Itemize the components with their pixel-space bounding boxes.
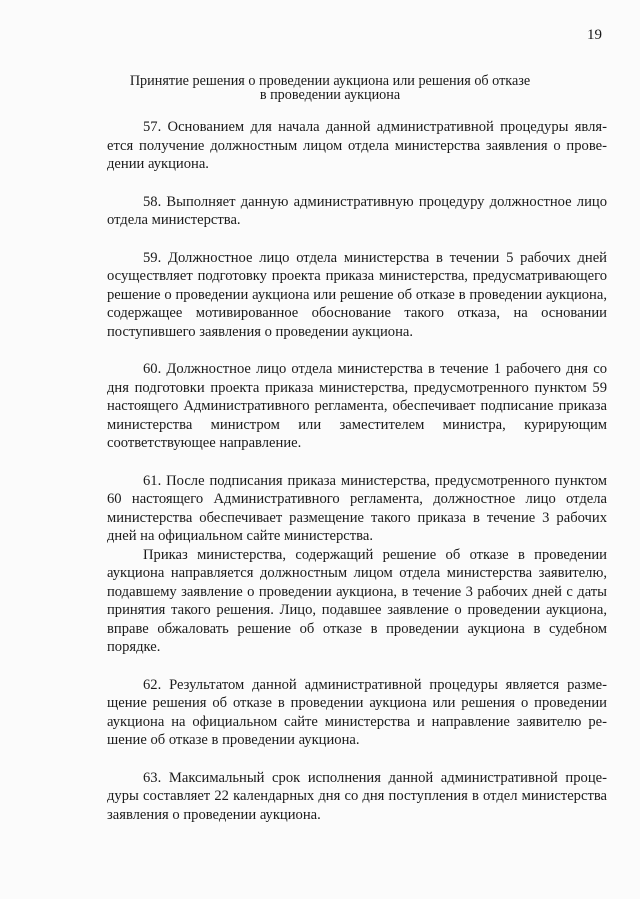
paragraph-63: 63. Максимальный срок исполнения данной административной процедуры составляет 22 календарных дня со дня поступления в отдел министерства заявления о проведении аукциона. (107, 769, 607, 823)
paragraph-59: 59. Должностное лицо отдела министерства в течении 5 рабочих дней осуществляет подготовку проекта приказа министерства, предусматривающего решение о проведении аукциона или решение об отказе в проведении аукциона, содержащее мотивированное обоснование такого отказа, на основании поступившего заявления о проведении аукциона. (107, 249, 607, 340)
paragraph-61: 61. После подписания приказа министерства, предусмотренного пунктом 60 настоящего Административного регламента, должностное лицо отдела министерства обеспечивает размещение такого приказа в течение 3 рабочих дней на официальном сайте министерства. (107, 472, 607, 544)
page-number: 19 (587, 27, 602, 43)
document-body (107, 118, 607, 824)
heading-line-1: Принятие решения о проведении аукциона или решения об отказе (129, 73, 531, 89)
heading-line-2: в проведении аукциона (259, 87, 401, 103)
paragraph-60: 60. Должностное лицо отдела министерства в течение 1 рабочего дня со дня подготовки проекта приказа министерства, предусмотренного пунктом 59 настоящего Административного регламента, обеспечивает подписание приказа министерства министром или заместителем министра, курирующим соответствующее направление. (107, 361, 607, 451)
paragraph-58: 58. Выполняет данную административную процедуру должностное лицо отдела министерства. (107, 193, 607, 228)
paragraph-61-continued: Приказ министерства, содержащий решение об отказе в проведении аукциона направляется должностным лицом отдела министерства заявителю, подавшему заявление о проведении аукциона, в течение 3 рабочих дней с даты принятия такого решения. Лицо, подавшее заявление о проведении аукциона, вправе обжаловать решение об отказе в проведении аукциона в судебном порядке. (107, 546, 607, 655)
section-heading (100, 74, 560, 102)
paragraph-62: 62. Результатом данной административной процедуры является размещение решения об отказе в проведении аукциона или решения о проведении аукциона на официальном сайте министерства и направление заявителю решение об отказе в проведении аукциона. (107, 676, 607, 748)
paragraph-57: 57. Основанием для начала данной административной процедуры является получение должностным лицом отдела министерства заявления о проведении аукциона. (107, 119, 607, 172)
